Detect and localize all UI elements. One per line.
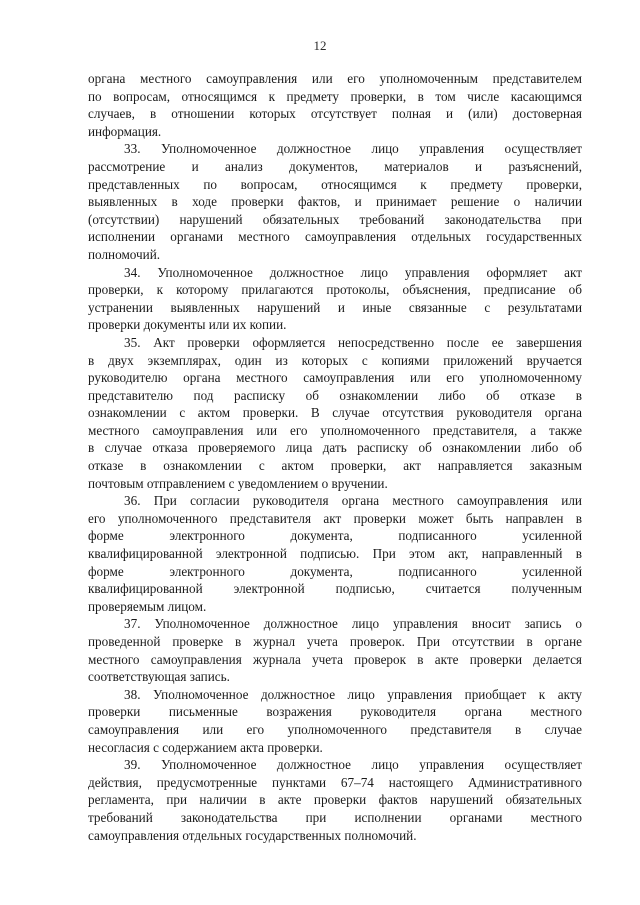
paragraph-p38: [88, 686, 582, 756]
text-line: полномочий.: [88, 246, 161, 262]
page-number: 12: [313, 38, 327, 53]
text-line: несогласия с содержанием акта проверки.: [88, 739, 323, 755]
text-line: в случае отказа проверяемого лица дать расписку об ознакомлении либо об: [88, 440, 582, 456]
paragraph-p37: [88, 615, 582, 685]
text-line: квалифицированной электронной подписью. При этом акт, направленный в: [88, 546, 582, 562]
text-line: устранении выявленных нарушений и иные связанные с результатами: [88, 299, 582, 315]
text-line: 33. Уполномоченное должностное лицо управления осуществляет: [124, 141, 582, 157]
text-line: квалифицированной электронной подписью, считается полученным: [88, 581, 582, 597]
text-line: 38. Уполномоченное должностное лицо управления приобщает к акту: [124, 686, 582, 702]
text-line: проверяемым лицом.: [88, 598, 207, 614]
text-line: отказе в ознакомлении с актом проверки, акт направляется заказным: [88, 458, 582, 474]
text-line: местного самоуправления журнала учета проверок в акте проверки делается: [88, 651, 582, 667]
text-line: самоуправления или его уполномоченного представителя в случае: [88, 721, 582, 737]
document-body: [88, 70, 582, 844]
text-line: проверки, к которому прилагаются протоколы, объяснения, предписание об: [88, 282, 582, 298]
text-line: проверки письменные возражения руководителя органа местного: [88, 704, 582, 720]
text-line: в двух экземплярах, один из которых с копиями приложений вручается: [88, 352, 582, 368]
text-line: представителю под расписку об ознакомлении либо об отказе в: [88, 387, 582, 403]
text-line: проведенной проверке в журнал учета проверок. При отсутствии в органе: [88, 634, 582, 649]
paragraph-p34: [88, 264, 582, 334]
text-line: самоуправления отдельных государственных полномочий.: [88, 827, 417, 843]
text-line: форме электронного документа, подписанного усиленной: [88, 563, 582, 579]
text-line: случаев, в отношении которых отсутствует полная и (или) достоверная: [88, 106, 582, 122]
text-line: 35. Акт проверки оформляется непосредственно после ее завершения: [124, 334, 582, 350]
text-line: исполнении органами местного самоуправления отдельных государственных: [88, 229, 582, 245]
text-line: руководителю органа местного самоуправления или его уполномоченному: [88, 370, 582, 386]
text-line: представленных по вопросам, относящимся к предмету проверки,: [88, 176, 582, 192]
text-line: действия, предусмотренные пунктами 67–74 настоящего Административного: [88, 774, 582, 790]
paragraph-p32-tail: [88, 70, 582, 140]
text-line: форме электронного документа, подписанного усиленной: [88, 528, 582, 544]
text-line: требований законодательства при исполнении органами местного: [88, 809, 582, 825]
text-line: ознакомлении с актом проверки. В случае отсутствия руководителя органа: [88, 405, 582, 421]
paragraph-p39: [88, 756, 582, 844]
text-line: по вопросам, относящимся к предмету проверки, в том числе касающимся: [88, 88, 582, 104]
text-line: 36. При согласии руководителя органа местного самоуправления или: [124, 493, 582, 509]
paragraph-p36: [88, 492, 582, 615]
text-line: выявленных в ходе проверки фактов, и принимает решение о наличии: [88, 194, 582, 210]
text-line: 39. Уполномоченное должностное лицо управления осуществляет: [124, 757, 582, 773]
text-line: органа местного самоуправления или его уполномоченным представителем: [88, 71, 582, 86]
paragraph-p35: [88, 334, 582, 492]
text-line: местного самоуправления или его уполномоченного представителя, а также: [88, 422, 582, 438]
paragraph-p33: [88, 140, 582, 263]
text-line: рассмотрение и анализ документов, материалов и разъяснений,: [88, 158, 582, 174]
text-line: (отсутствии) нарушений обязательных требований законодательства при: [88, 211, 582, 227]
text-line: почтовым отправлением с уведомлением о вручении.: [88, 475, 388, 491]
text-line: его уполномоченного представителя акт проверки может быть направлен в: [88, 510, 582, 526]
text-line: 34. Уполномоченное должностное лицо управления оформляет акт: [124, 264, 582, 280]
text-line: регламента, при наличии в акте проверки фактов нарушений обязательных: [88, 792, 582, 808]
text-line: информация.: [88, 123, 162, 139]
text-line: проверки документы или их копии.: [88, 317, 287, 333]
text-line: соответствующая запись.: [88, 669, 230, 685]
text-line: 37. Уполномоченное должностное лицо управления вносит запись о: [124, 616, 582, 632]
